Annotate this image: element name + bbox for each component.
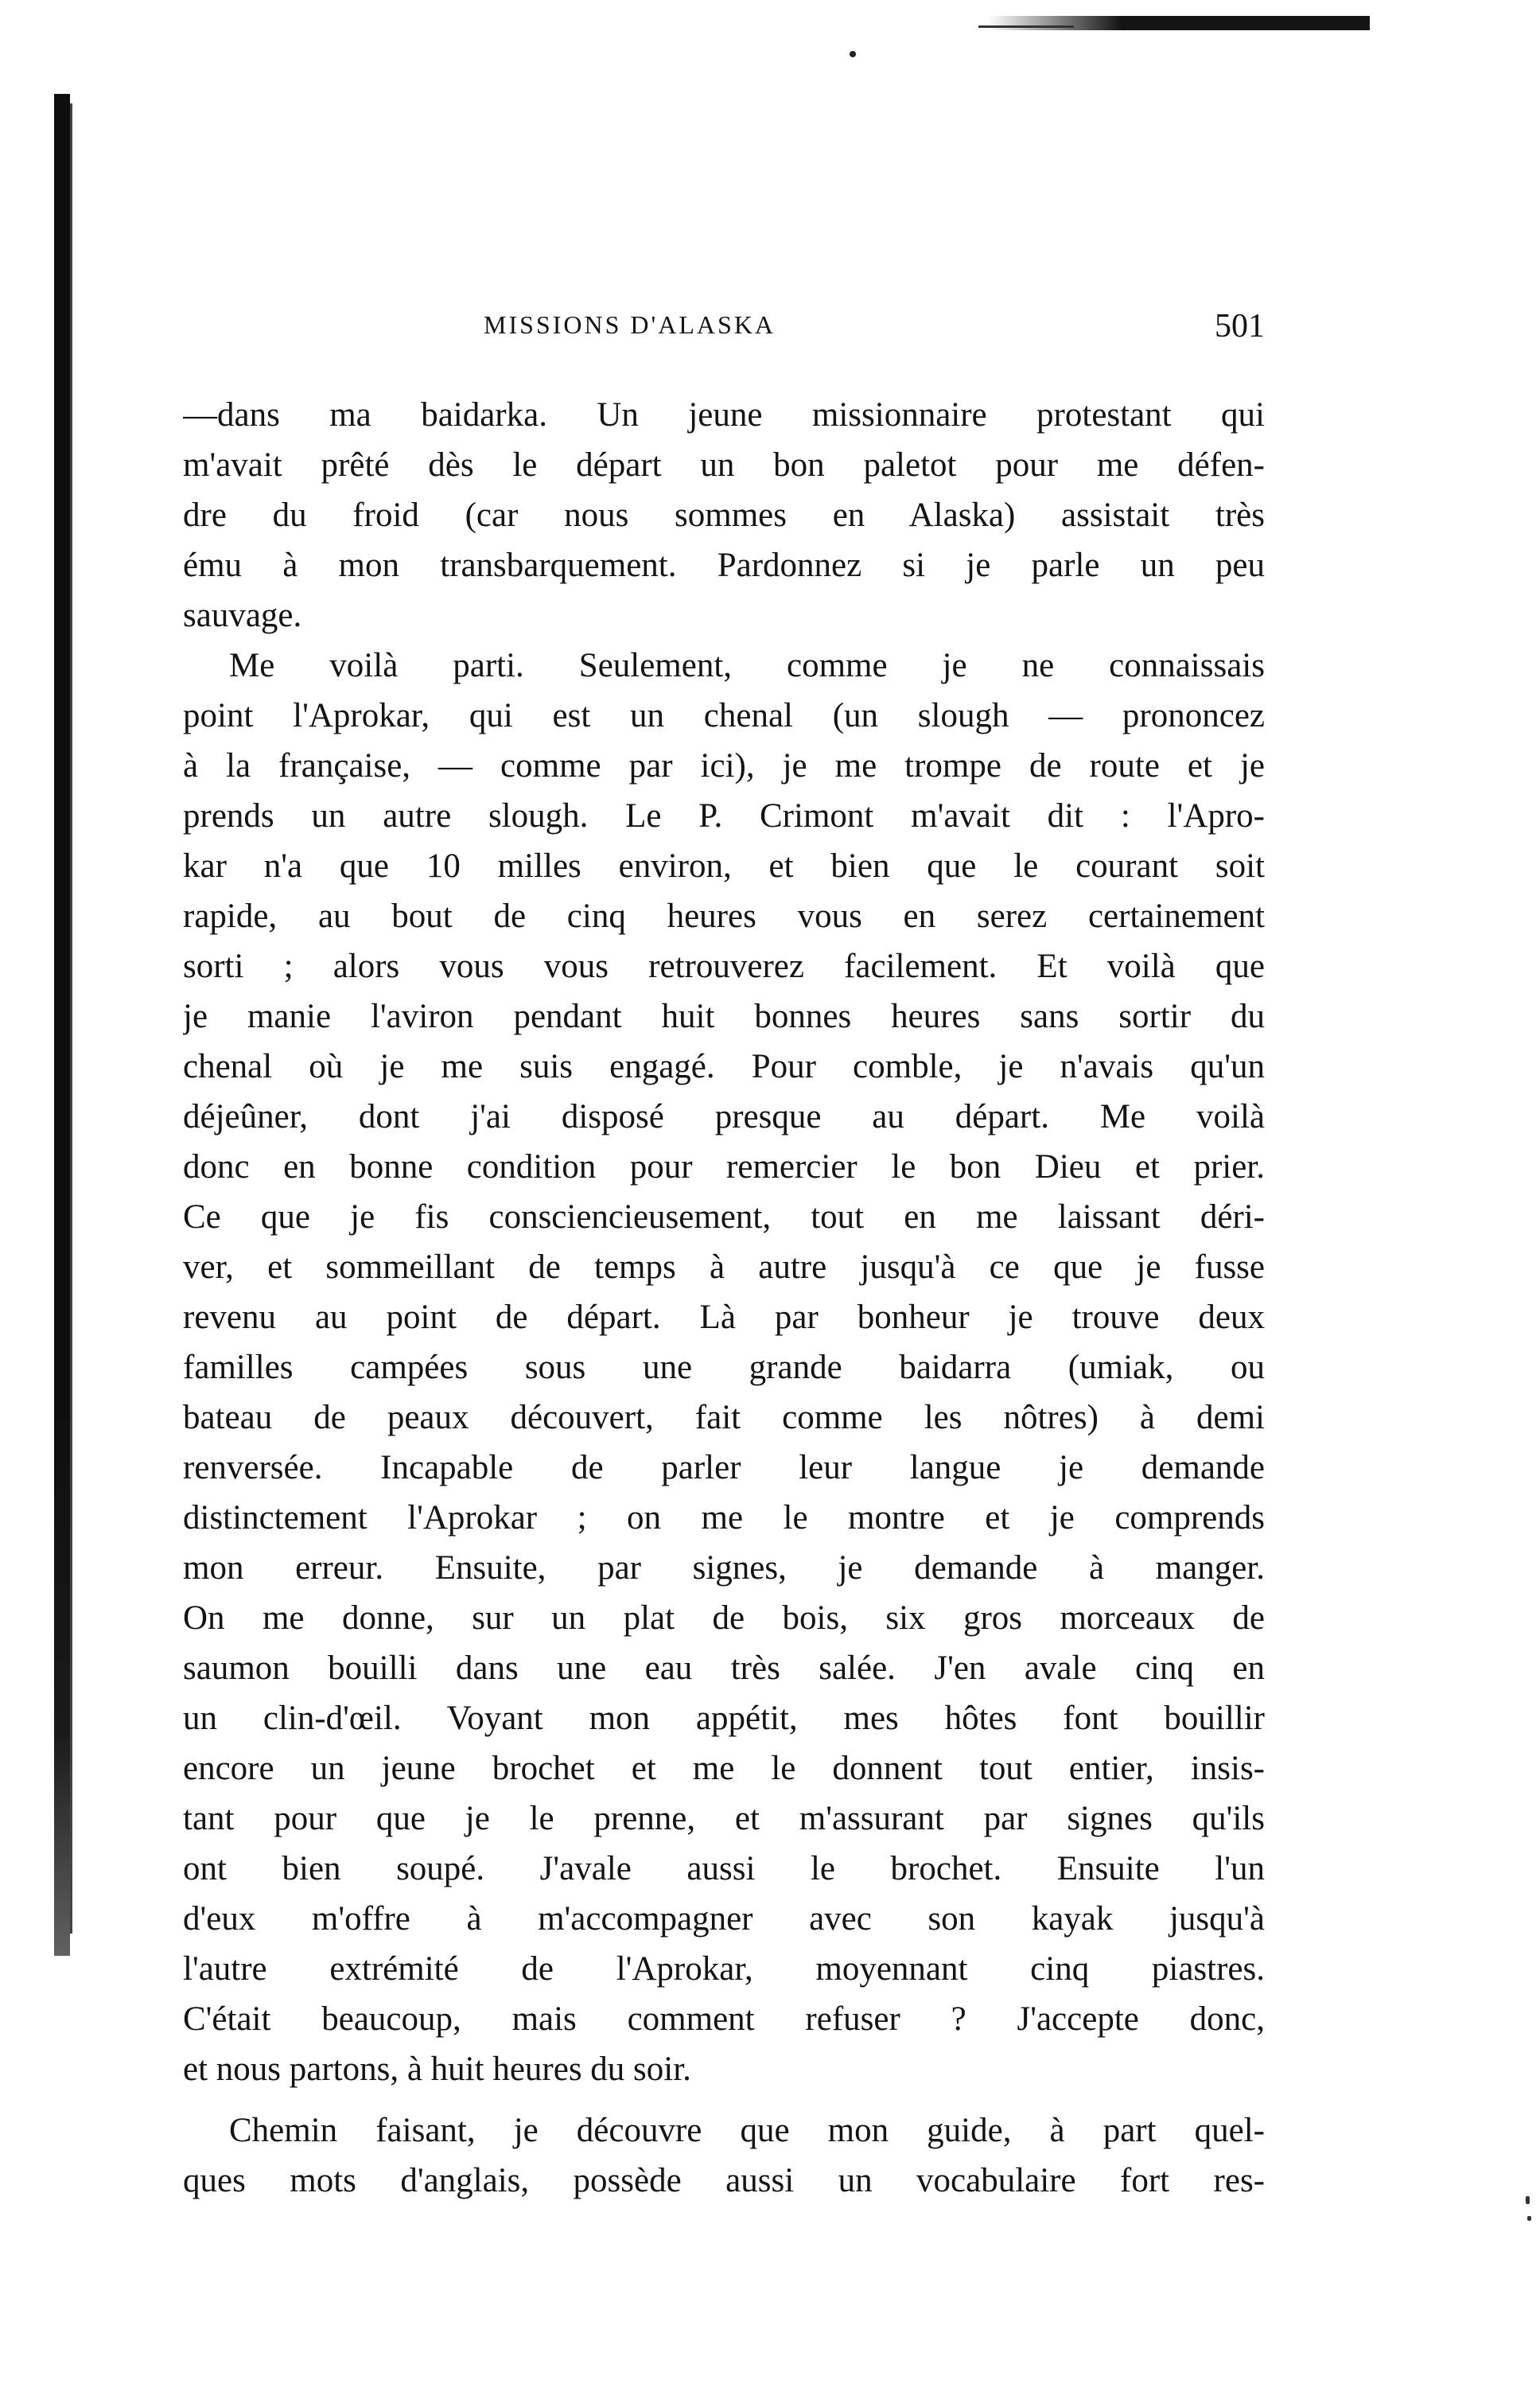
running-head-title: MISSIONS D'ALASKA (484, 310, 776, 339)
scan-edge-bar (988, 16, 1370, 30)
text-line: sorti ; alors vous vous retrouverez facilement. Et voilà que (183, 948, 1265, 985)
running-head (183, 310, 1265, 358)
text-line: chenal où je me suis engagé. Pour comble, je n'avais qu'un (183, 1048, 1265, 1085)
text-line: kar n'a que 10 milles environ, et bien que le courant soit (183, 847, 1265, 885)
text-line: distinctement l'Aprokar ; on me le montre et je comprends (183, 1499, 1265, 1537)
text-line: tant pour que je le prenne, et m'assurant par signes qu'ils (183, 1800, 1265, 1837)
text-line: et nous partons, à huit heures du soir. (183, 2051, 691, 2088)
text-line: bateau de peaux découvert, fait comme les nôtres) à demi (183, 1399, 1265, 1436)
page-spine-edge (70, 103, 72, 1934)
text-line: revenu au point de départ. Là par bonheur je trouve deux (183, 1299, 1265, 1336)
text-line: ques mots d'anglais, possède aussi un vocabulaire fort res- (183, 2162, 1265, 2199)
scan-speck (1526, 2196, 1530, 2204)
text-line: à la française, — comme par ici), je me trompe de route et je (183, 747, 1265, 785)
page-spine-shadow (54, 94, 70, 1956)
text-line: Me voilà parti. Seulement, comme je ne connaissais (229, 647, 1265, 684)
text-line: saumon bouilli dans une eau très salée. J'en avale cinq en (183, 1649, 1265, 1687)
scan-speck (1527, 2216, 1531, 2221)
text-line: mon erreur. Ensuite, par signes, je demande à manger. (183, 1549, 1265, 1587)
scan-speck (850, 51, 856, 57)
scan-edge-line (978, 25, 1074, 28)
text-line: —dans ma baidarka. Un jeune missionnaire protestant qui (183, 396, 1265, 434)
text-line: Ce que je fis consciencieusement, tout en me laissant déri- (183, 1198, 1265, 1236)
text-line: prends un autre slough. Le P. Crimont m'avait dit : l'Apro- (183, 797, 1265, 835)
text-line: encore un jeune brochet et me le donnent tout entier, insis- (183, 1750, 1265, 1787)
text-line: rapide, au bout de cinq heures vous en serez certainement (183, 898, 1265, 935)
text-line: je manie l'aviron pendant huit bonnes heures sans sortir du (183, 998, 1265, 1035)
text-line: On me donne, sur un plat de bois, six gros morceaux de (183, 1599, 1265, 1637)
text-line: C'était beaucoup, mais comment refuser ? J'accepte donc, (183, 2000, 1265, 2038)
text-line: ver, et sommeillant de temps à autre jusqu'à ce que je fusse (183, 1248, 1265, 1286)
text-line: m'avait prêté dès le départ un bon paletot pour me défen- (183, 446, 1265, 484)
text-line: Chemin faisant, je découvre que mon guide, à part quel- (229, 2112, 1265, 2149)
text-line: déjeûner, dont j'ai disposé presque au départ. Me voilà (183, 1098, 1265, 1135)
text-line: ému à mon transbarquement. Pardonnez si je parle un peu (183, 547, 1265, 584)
body-text (183, 390, 1265, 2206)
text-line: dre du froid (car nous sommes en Alaska) assistait très (183, 497, 1265, 534)
text-line: renversée. Incapable de parler leur langue je demande (183, 1449, 1265, 1486)
text-line: un clin-d'œil. Voyant mon appétit, mes hôtes font bouillir (183, 1700, 1265, 1737)
text-line: l'autre extrémité de l'Aprokar, moyennant cinq piastres. (183, 1950, 1265, 1988)
text-line: sauvage. (183, 597, 302, 634)
text-line: familles campées sous une grande baidarra (umiak, ou (183, 1349, 1265, 1386)
text-line: point l'Aprokar, qui est un chenal (un slough — prononcez (183, 697, 1265, 734)
text-line: donc en bonne condition pour remercier le bon Dieu et prier. (183, 1148, 1265, 1186)
text-line: ont bien soupé. J'avale aussi le brochet. Ensuite l'un (183, 1850, 1265, 1887)
text-line: d'eux m'offre à m'accompagner avec son kayak jusqu'à (183, 1900, 1265, 1938)
page-number: 501 (1215, 308, 1265, 345)
